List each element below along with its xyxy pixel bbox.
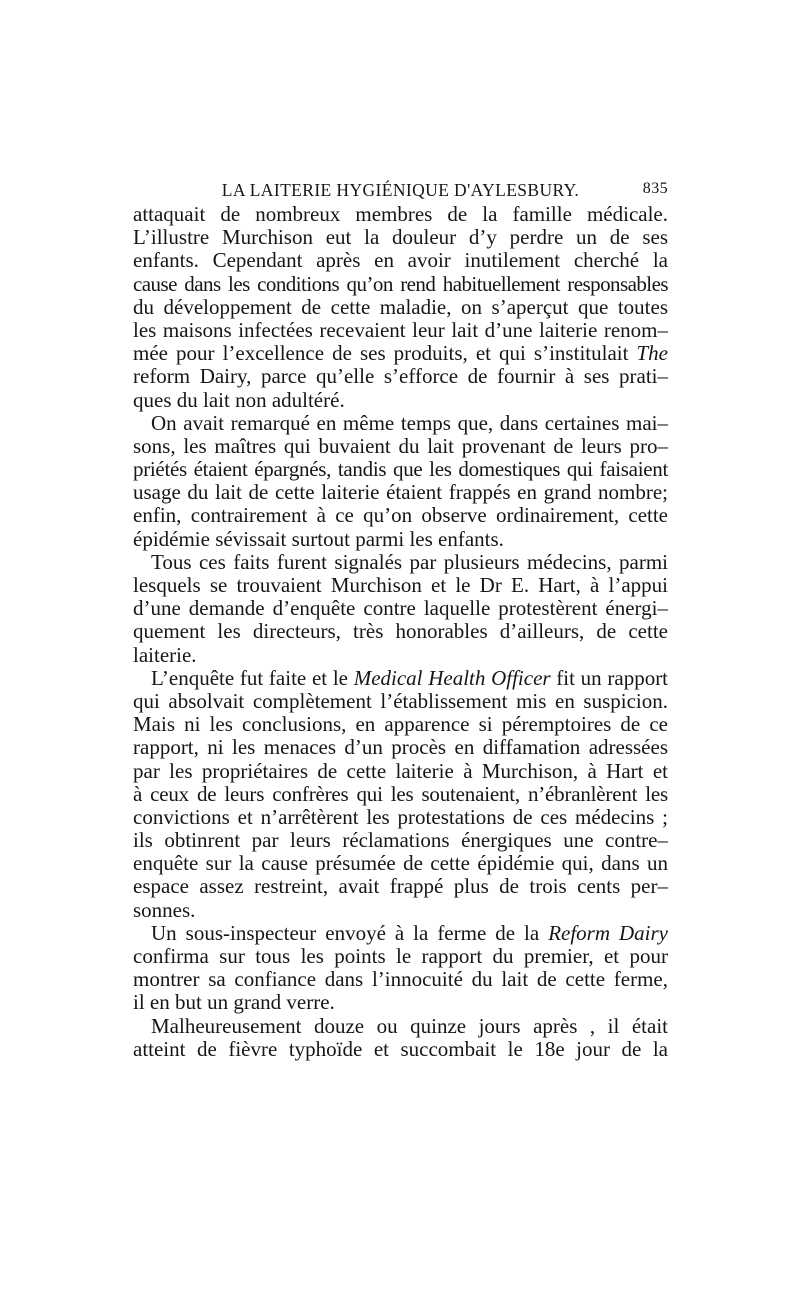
text-line: atteint de fièvre typhoïde et succombait le 18e jour de la bbox=[133, 1036, 668, 1061]
text-line: priétés étaient épargnés, tandis que les domestiques qui faisaient bbox=[133, 457, 668, 482]
text-segment: L’enquête fut faite et le bbox=[151, 665, 348, 690]
text-segment: fit un rapport bbox=[556, 665, 669, 690]
paragraph-6 bbox=[133, 1015, 668, 1061]
page-number: 835 bbox=[642, 180, 668, 197]
text-line: ques du lait non adultéré. bbox=[133, 387, 345, 412]
text-line: sonnes. bbox=[133, 897, 196, 922]
italic-title: Reform Dairy bbox=[548, 920, 668, 945]
text-line: quement les directeurs, très honorables d’ailleurs, de cette bbox=[133, 619, 668, 644]
text-line: Tous ces faits furent signalés par plusieurs médecins, parmi bbox=[151, 549, 668, 574]
text-line: sons, les maîtres qui buvaient du lait provenant de leurs pro– bbox=[133, 433, 668, 458]
paragraph-1 bbox=[133, 203, 668, 412]
text-line: à ceux de leurs confrères qui les soutenaient, n’ébranlèrent les bbox=[133, 781, 668, 806]
text-segment: mée pour l’excellence de ses produits, et qui s’institulait bbox=[133, 341, 629, 366]
italic-title: The bbox=[636, 341, 668, 366]
text-line: d’une demande d’enquête contre laquelle protestèrent énergi– bbox=[133, 596, 668, 621]
text-line: qui absolvait complètement l’établissement mis en suspicion. bbox=[133, 688, 668, 713]
italic-title: Medical Health Officer bbox=[353, 665, 551, 690]
text-line: On avait remarqué en même temps que, dans certaines mai– bbox=[151, 410, 668, 435]
text-line: convictions et n’arrêtèrent les protestations de ces médecins ; bbox=[133, 804, 668, 829]
paragraph-2 bbox=[133, 412, 668, 551]
text-line: usage du lait de cette laiterie étaient frappés en grand nombre; bbox=[133, 480, 668, 505]
running-title: LA LAITERIE HYGIÉNIQUE D'AYLESBURY. bbox=[221, 180, 580, 200]
text-line: attaquait de nombreux membres de la famille médicale. bbox=[133, 202, 668, 226]
text-line: espace assez restreint, avait frappé plus de trois cents per– bbox=[133, 874, 668, 899]
text-line: cause dans les conditions qu’on rend habituellement responsables bbox=[133, 271, 668, 296]
text-line: les maisons infectées recevaient leur lait d’une laiterie renom– bbox=[133, 317, 668, 342]
text-line: enfants. Cependant après en avoir inutilement cherché la bbox=[133, 248, 668, 273]
text-line-with-italic bbox=[133, 342, 668, 365]
text-line-with-italic bbox=[133, 922, 668, 945]
text-line: rapport, ni les menaces d’un procès en diffamation adressées bbox=[133, 735, 668, 760]
text-line: L’illustre Murchison eut la douleur d’y perdre un de ses bbox=[133, 225, 668, 250]
text-line: lesquels se trouvaient Murchison et le Dr E. Hart, à l’appui bbox=[133, 573, 668, 597]
text-line-with-italic bbox=[133, 667, 668, 690]
paragraph-3 bbox=[133, 551, 668, 667]
text-line: enfin, contrairement à ce qu’on observe ordinairement, cette bbox=[133, 503, 668, 528]
text-line: Malheureusement douze ou quinze jours après , il était bbox=[151, 1013, 668, 1038]
text-line: ils obtinrent par leurs réclamations énergiques une contre– bbox=[133, 828, 668, 853]
paragraph-4 bbox=[133, 667, 668, 922]
text-line: reform Dairy, parce qu’elle s’efforce de fournir à ses prati– bbox=[133, 364, 668, 389]
text-line: montrer sa confiance dans l’innocuité du lait de cette ferme, bbox=[133, 967, 668, 992]
text-line: laiterie. bbox=[133, 642, 197, 667]
text-line: épidémie sévissait surtout parmi les enfants. bbox=[133, 526, 504, 551]
text-line: enquête sur la cause présumée de cette épidémie qui, dans un bbox=[133, 851, 668, 876]
text-segment: Un sous-inspecteur envoyé à la ferme de la bbox=[151, 920, 540, 945]
text-line: Mais ni les conclusions, en apparence si péremptoires de ce bbox=[133, 712, 668, 737]
paragraph-5 bbox=[133, 922, 668, 1015]
text-line: du développement de cette maladie, on s’aperçut que toutes bbox=[133, 294, 668, 319]
text-line: il en but un grand verre. bbox=[133, 990, 335, 1015]
text-line: par les propriétaires de cette laiterie à Murchison, à Hart et bbox=[133, 758, 668, 783]
text-line: confirma sur tous les points le rapport du premier, et pour bbox=[133, 944, 668, 968]
body-text bbox=[133, 203, 668, 1061]
